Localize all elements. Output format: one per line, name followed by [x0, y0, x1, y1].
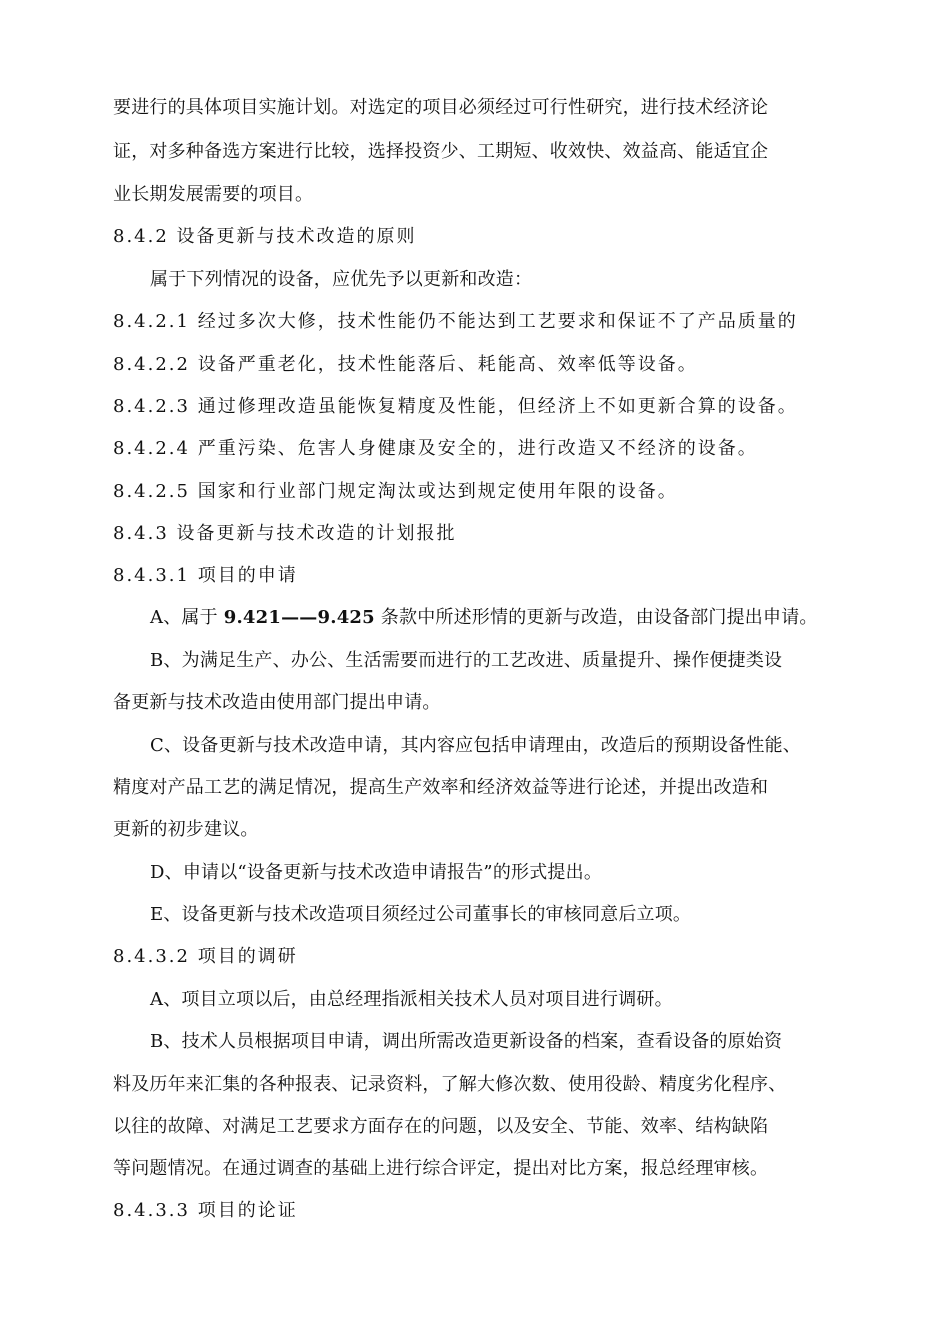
list-item: 8.4.2.5 国家和行业部门规定淘汰或达到规定使用年限的设备。 — [113, 481, 678, 502]
section-heading: 8.4.3 设备更新与技术改造的计划报批 — [113, 523, 457, 544]
paragraph-line: 等问题情况。在通过调查的基础上进行综合评定，提出对比方案，报总经理审核。 — [113, 1158, 769, 1179]
paragraph-line — [150, 605, 818, 631]
list-item: 8.4.2.4 严重污染、危害人身健康及安全的，进行改造又不经济的设备。 — [113, 438, 758, 459]
subsection-heading: 8.4.3.3 项目的论证 — [113, 1200, 298, 1221]
paragraph-line: B、为满足生产、办公、生活需要而进行的工艺改进、质量提升、操作便捷类设 — [150, 650, 783, 671]
paragraph-line: 业长期发展需要的项目。 — [113, 184, 314, 205]
paragraph-line: 以往的故障、对满足工艺要求方面存在的问题，以及安全、节能、效率、结构缺陷 — [113, 1116, 769, 1137]
paragraph-line: A、项目立项以后，由总经理指派相关技术人员对项目进行调研。 — [150, 989, 673, 1010]
section-heading: 8.4.2 设备更新与技术改造的原则 — [113, 226, 417, 247]
list-item: 8.4.2.3 通过修理改造虽能恢复精度及性能，但经济上不如更新合算的设备。 — [113, 396, 798, 417]
paragraph-text: A、属于 — [150, 607, 224, 628]
paragraph-line: D、申请以“设备更新与技术改造申请报告”的形式提出。 — [150, 862, 603, 883]
paragraph-line: 属于下列情况的设备，应优先予以更新和改造： — [150, 269, 533, 290]
clause-reference: 9.421——9.425 — [223, 607, 375, 628]
paragraph-line: B、技术人员根据项目申请，调出所需改造更新设备的档案，查看设备的原始资 — [150, 1031, 783, 1052]
paragraph-line: 备更新与技术改造由使用部门提出申请。 — [113, 692, 441, 713]
subsection-heading: 8.4.3.2 项目的调研 — [113, 946, 298, 967]
paragraph-line: 证，对多种备选方案进行比较，选择投资少、工期短、收效快、效益高、能适宜企 — [113, 141, 769, 162]
paragraph-line: 更新的初步建议。 — [113, 819, 259, 840]
subsection-heading: 8.4.3.1 项目的申请 — [113, 565, 298, 586]
paragraph-line: 料及历年来汇集的各种报表、记录资料，了解大修次数、使用役龄、精度劣化程序、 — [113, 1074, 787, 1095]
paragraph-line: C、设备更新与技术改造申请，其内容应包括申请理由，改造后的预期设备性能、 — [150, 735, 801, 756]
paragraph-text: 条款中所述形情的更新与改造，由设备部门提出申请。 — [374, 607, 818, 628]
paragraph-line: E、设备更新与技术改造项目须经过公司董事长的审核同意后立项。 — [150, 904, 692, 925]
paragraph-line: 要进行的具体项目实施计划。对选定的项目必须经过可行性研究，进行技术经济论 — [113, 97, 769, 118]
list-item: 8.4.2.2 设备严重老化，技术性能落后、耗能高、效率低等设备。 — [113, 354, 698, 375]
list-item: 8.4.2.1 经过多次大修，技术性能仍不能达到工艺要求和保证不了产品质量的 — [113, 311, 798, 332]
paragraph-line: 精度对产品工艺的满足情况，提高生产效率和经济效益等进行论述，并提出改造和 — [113, 777, 769, 798]
